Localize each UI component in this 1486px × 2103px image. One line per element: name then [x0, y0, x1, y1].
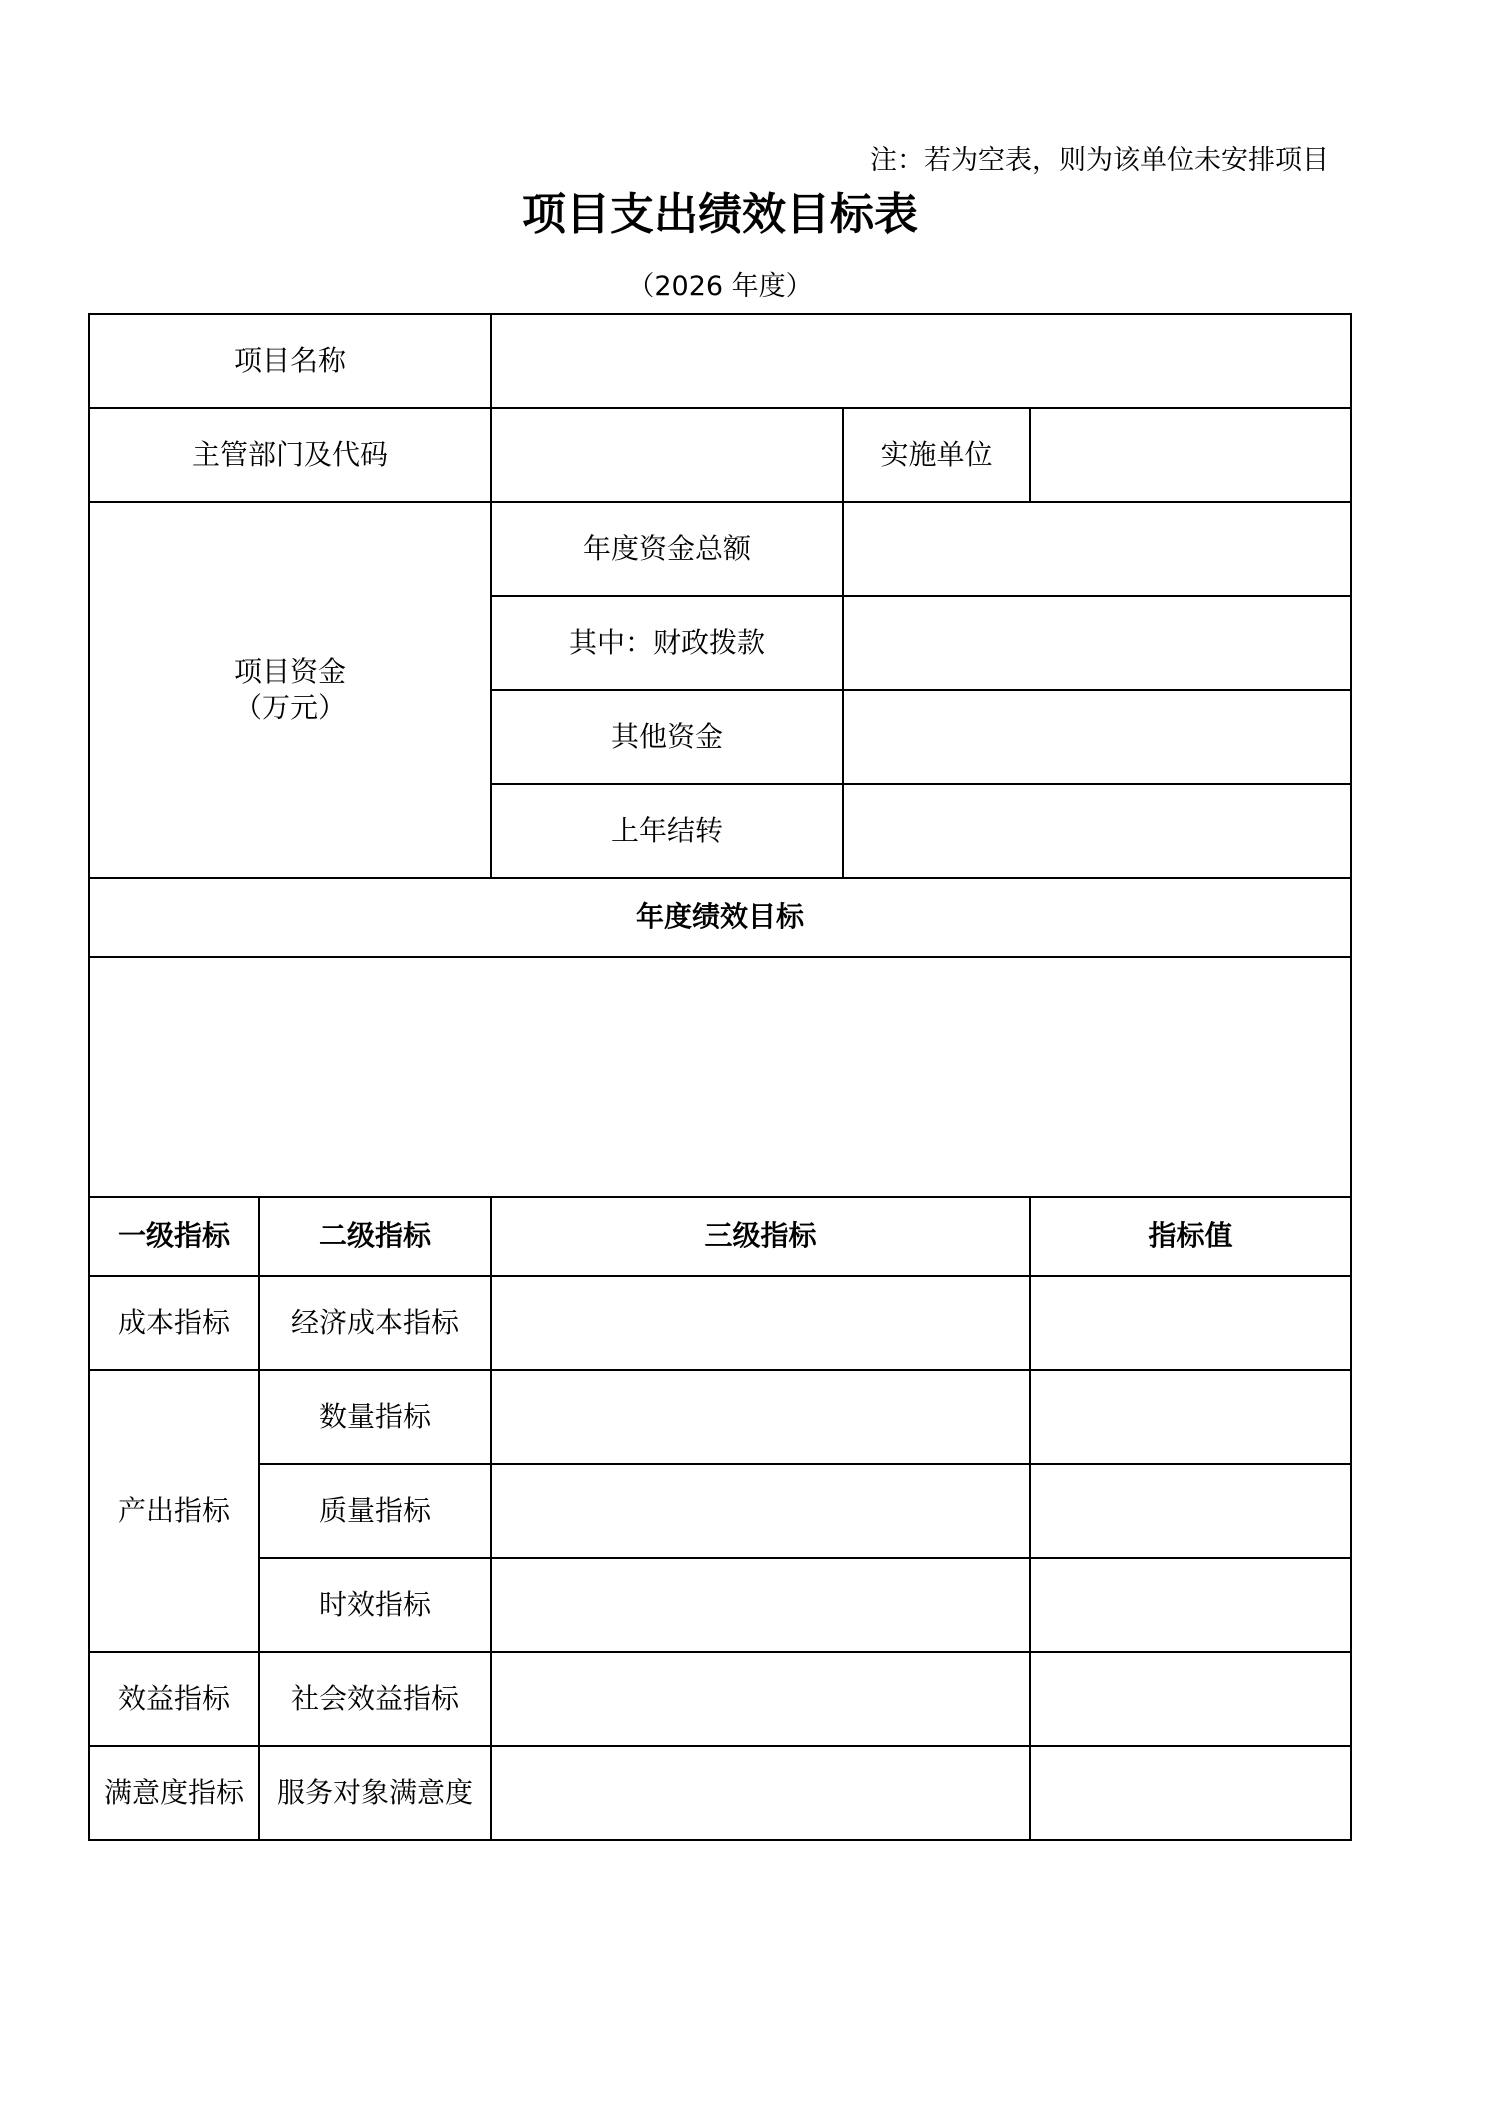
level2-cell: 质量指标: [259, 1464, 491, 1558]
dept-code-value[interactable]: [491, 408, 843, 502]
page-title: 项目支出绩效目标表: [522, 189, 918, 240]
fund-row-label: 上年结转: [491, 784, 843, 878]
project-funds-label: [89, 502, 491, 878]
header-level1: 一级指标: [89, 1197, 259, 1276]
impl-unit-label: 实施单位: [843, 408, 1030, 502]
fund-row-value[interactable]: [843, 502, 1351, 596]
dept-code-label: 主管部门及代码: [89, 408, 491, 502]
fund-row-value[interactable]: [843, 690, 1351, 784]
level2-cell: 时效指标: [259, 1558, 491, 1652]
header-value: 指标值: [1030, 1197, 1351, 1276]
level3-cell[interactable]: [491, 1464, 1030, 1558]
project-name-value[interactable]: [491, 314, 1351, 408]
value-cell[interactable]: [1030, 1464, 1351, 1558]
level2-cell: 社会效益指标: [259, 1652, 491, 1746]
header-level2: 二级指标: [259, 1197, 491, 1276]
fund-row-label: 年度资金总额: [491, 502, 843, 596]
level2-cell: 数量指标: [259, 1370, 491, 1464]
performance-target-table: [88, 313, 1352, 1841]
fund-row-value[interactable]: [843, 596, 1351, 690]
funds-label-line2: （万元）: [234, 691, 347, 724]
value-cell[interactable]: [1030, 1370, 1351, 1464]
value-cell[interactable]: [1030, 1558, 1351, 1652]
empty-table-note: 注：若为空表，则为该单位未安排项目: [870, 145, 1329, 176]
value-cell[interactable]: [1030, 1652, 1351, 1746]
fund-row-label: 其中：财政拨款: [491, 596, 843, 690]
level1-output: 产出指标: [89, 1370, 259, 1652]
year-subtitle: （2026 年度）: [627, 271, 813, 302]
value-cell[interactable]: [1030, 1746, 1351, 1840]
fund-row-label: 其他资金: [491, 690, 843, 784]
header-level3: 三级指标: [491, 1197, 1030, 1276]
level3-cell[interactable]: [491, 1558, 1030, 1652]
level3-cell[interactable]: [491, 1652, 1030, 1746]
level3-cell[interactable]: [491, 1276, 1030, 1370]
level3-cell[interactable]: [491, 1370, 1030, 1464]
level1-benefit: 效益指标: [89, 1652, 259, 1746]
level2-cell: 服务对象满意度: [259, 1746, 491, 1840]
impl-unit-value[interactable]: [1030, 408, 1351, 502]
value-cell[interactable]: [1030, 1276, 1351, 1370]
annual-goal-content[interactable]: [89, 957, 1351, 1197]
project-name-label: 项目名称: [89, 314, 491, 408]
level3-cell[interactable]: [491, 1746, 1030, 1840]
level1-satisfaction: 满意度指标: [89, 1746, 259, 1840]
annual-goal-header: 年度绩效目标: [89, 878, 1351, 957]
level1-cost: 成本指标: [89, 1276, 259, 1370]
level2-cell: 经济成本指标: [259, 1276, 491, 1370]
funds-label-line1: 项目资金: [234, 654, 347, 688]
fund-row-value[interactable]: [843, 784, 1351, 878]
